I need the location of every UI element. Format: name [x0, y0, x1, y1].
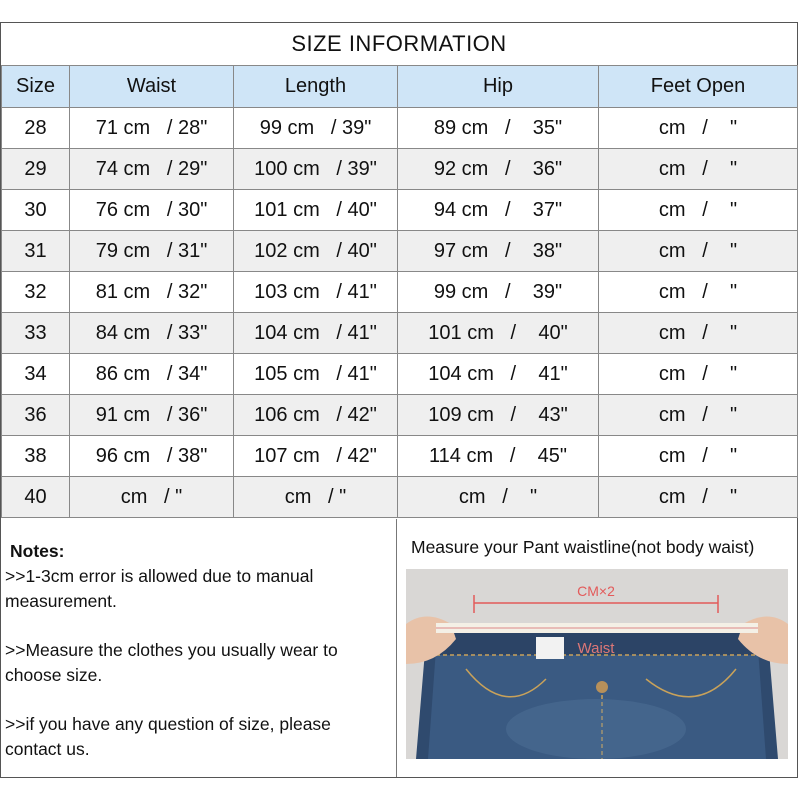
table-row	[2, 231, 798, 272]
cell-waist: cm / "	[70, 477, 234, 518]
cell-feet-open: cm / "	[599, 395, 798, 436]
cell-waist: 91 cm / 36"	[70, 395, 234, 436]
column-header-hip: Hip	[398, 66, 599, 108]
notes-heading: Notes:	[10, 541, 65, 561]
cell-size: 31	[2, 231, 70, 272]
measure-caption: Measure your Pant waistline(not body waist)	[411, 537, 755, 557]
cell-length: 103 cm / 41"	[234, 272, 398, 313]
cell-size: 38	[2, 436, 70, 477]
cell-feet-open: cm / "	[599, 313, 798, 354]
cell-length: 99 cm / 39"	[234, 108, 398, 149]
cell-waist: 74 cm / 29"	[70, 149, 234, 190]
cell-feet-open: cm / "	[599, 108, 798, 149]
table-row	[2, 477, 798, 518]
table-body	[2, 108, 798, 518]
note-item: >>if you have any question of size, please contact us.	[5, 714, 331, 759]
table-row	[2, 313, 798, 354]
table-row	[2, 436, 798, 477]
cell-length: cm / "	[234, 477, 398, 518]
table-header-row	[2, 66, 798, 108]
cell-size: 33	[2, 313, 70, 354]
size-chart	[0, 22, 798, 778]
cell-feet-open: cm / "	[599, 149, 798, 190]
jeans-waist-photo	[406, 569, 788, 759]
cell-hip: 104 cm / 41"	[398, 354, 599, 395]
cell-size: 28	[2, 108, 70, 149]
cell-feet-open: cm / "	[599, 272, 798, 313]
cell-hip: 89 cm / 35"	[398, 108, 599, 149]
cell-waist: 84 cm / 33"	[70, 313, 234, 354]
cell-length: 104 cm / 41"	[234, 313, 398, 354]
cell-length: 107 cm / 42"	[234, 436, 398, 477]
cell-waist: 79 cm / 31"	[70, 231, 234, 272]
measure-panel	[398, 519, 797, 777]
column-header-size: Size	[2, 66, 70, 108]
cell-size: 36	[2, 395, 70, 436]
cell-length: 106 cm / 42"	[234, 395, 398, 436]
column-header-waist: Waist	[70, 66, 234, 108]
cell-hip: 101 cm / 40"	[398, 313, 599, 354]
table-row	[2, 108, 798, 149]
table-row	[2, 272, 798, 313]
column-header-feet-open: Feet Open	[599, 66, 798, 108]
cell-length: 102 cm / 40"	[234, 231, 398, 272]
size-table	[1, 65, 798, 518]
cell-waist: 71 cm / 28"	[70, 108, 234, 149]
notes-panel	[1, 519, 397, 777]
table-row	[2, 395, 798, 436]
cell-feet-open: cm / "	[599, 436, 798, 477]
cell-waist: 86 cm / 34"	[70, 354, 234, 395]
cell-length: 105 cm / 41"	[234, 354, 398, 395]
table-row	[2, 149, 798, 190]
cell-size: 40	[2, 477, 70, 518]
cell-hip: 114 cm / 45"	[398, 436, 599, 477]
note-item: >>1-3cm error is allowed due to manual measurement.	[5, 566, 314, 611]
cell-feet-open: cm / "	[599, 190, 798, 231]
cell-waist: 76 cm / 30"	[70, 190, 234, 231]
cell-hip: 99 cm / 39"	[398, 272, 599, 313]
cell-size: 30	[2, 190, 70, 231]
cell-feet-open: cm / "	[599, 231, 798, 272]
column-header-length: Length	[234, 66, 398, 108]
cell-length: 100 cm / 39"	[234, 149, 398, 190]
chart-title: SIZE INFORMATION	[1, 23, 797, 66]
cell-waist: 96 cm / 38"	[70, 436, 234, 477]
cell-hip: 97 cm / 38"	[398, 231, 599, 272]
cell-hip: 94 cm / 37"	[398, 190, 599, 231]
cell-waist: 81 cm / 32"	[70, 272, 234, 313]
cell-length: 101 cm / 40"	[234, 190, 398, 231]
cell-size: 34	[2, 354, 70, 395]
note-item: >>Measure the clothes you usually wear to choose size.	[5, 640, 338, 685]
cell-hip: cm / "	[398, 477, 599, 518]
cell-hip: 109 cm / 43"	[398, 395, 599, 436]
waist-label: Waist	[577, 640, 615, 657]
cell-hip: 92 cm / 36"	[398, 149, 599, 190]
cell-feet-open: cm / "	[599, 354, 798, 395]
arrow-label: CM×2	[577, 583, 615, 599]
cell-feet-open: cm / "	[599, 477, 798, 518]
cell-size: 29	[2, 149, 70, 190]
table-row	[2, 354, 798, 395]
table-row	[2, 190, 798, 231]
cell-size: 32	[2, 272, 70, 313]
